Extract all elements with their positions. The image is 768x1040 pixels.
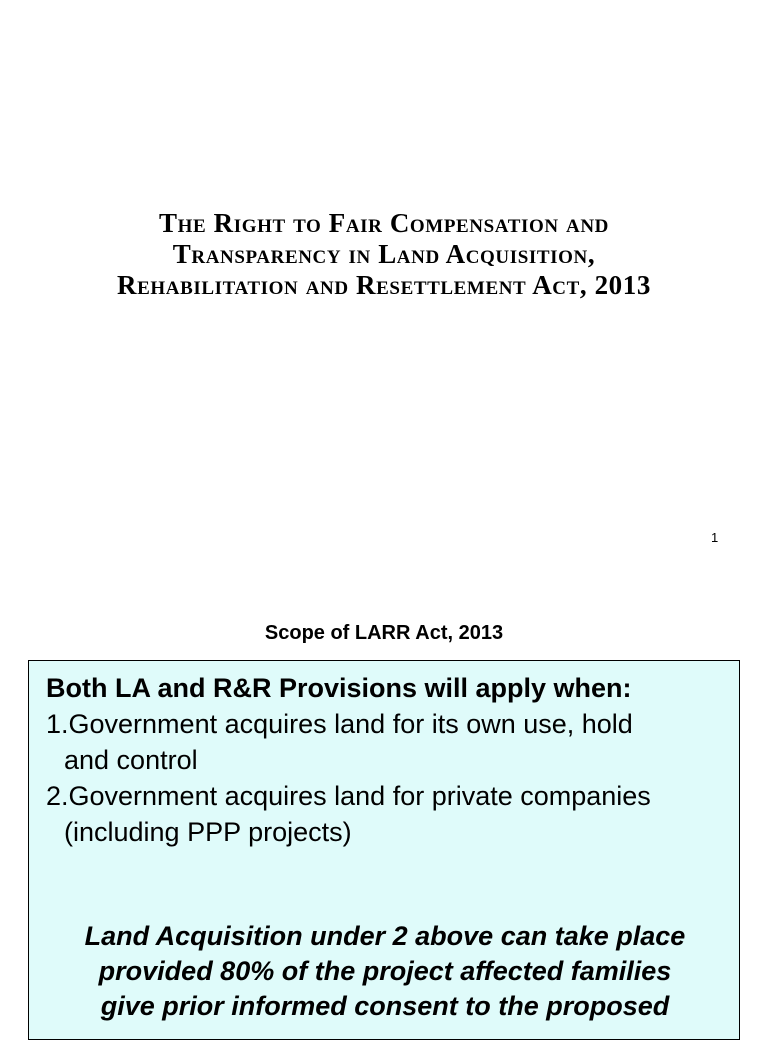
title-line-2: Transparency in Land Acquisition,	[172, 239, 596, 269]
list-item-line: 2.Government acquires land for private companies	[46, 781, 651, 811]
note-line: provided 80% of the project affected families	[98, 956, 672, 986]
list-item	[46, 706, 633, 778]
box-heading: Both LA and R&R Provisions will apply when:	[46, 673, 632, 703]
provisions-box	[28, 660, 740, 1040]
list-item-line: and control	[64, 745, 198, 775]
note-line: give prior informed consent to the proposed	[100, 991, 670, 1021]
list-item-line: (including PPP projects)	[64, 817, 352, 847]
note-line: Land Acquisition under 2 above can take place	[84, 921, 686, 951]
title-line-3: Rehabilitation and Resettlement Act, 2013	[117, 270, 651, 300]
slide-2-title: Scope of LARR Act, 2013	[264, 622, 504, 644]
consent-note	[29, 919, 741, 1024]
slide-1-title	[40, 208, 728, 301]
list-item-line: 1.Government acquires land for its own use, hold	[46, 709, 633, 739]
page-number: 1	[711, 530, 719, 545]
title-line-1: The Right to Fair Compensation and	[159, 208, 609, 238]
list-item	[46, 778, 651, 850]
